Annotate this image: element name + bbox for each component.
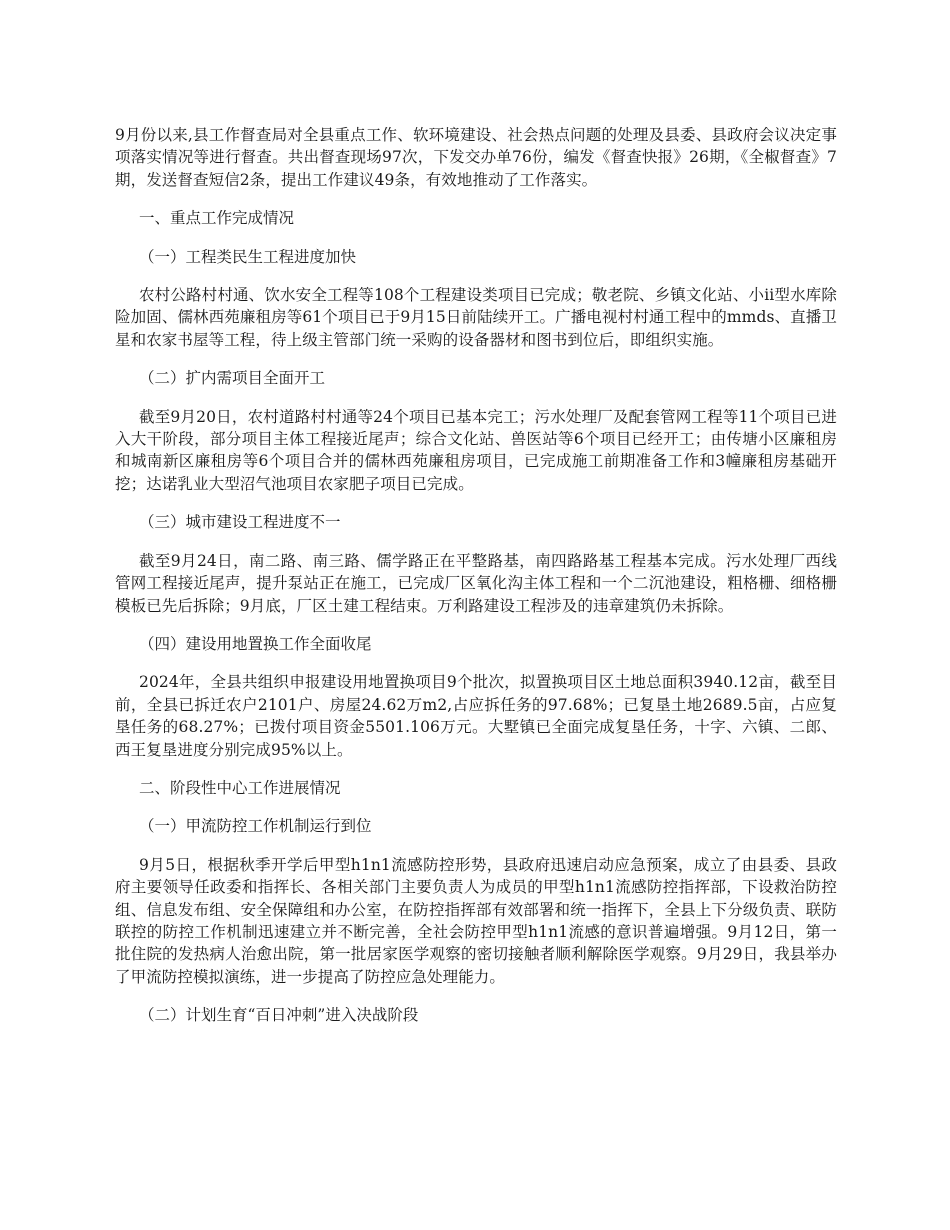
section1-sub4-paragraph: 2024年，全县共组织申报建设用地置换项目9个批次，拟置换项目区土地总面积3940.12亩，截至目前，全县已拆迁农户2101户、房屋24.62万m2,占应拆任务的97.68%；已复垦土地2689.5亩，占应复垦任务的68.27%；已拨付项目资金5501.106万元。大墅镇已全面完成复垦任务，十字、六镇、二郎、西王复垦进度分别完成95%以上。 — [115, 673, 837, 759]
section2-sub2-heading: （二）计划生育“百日冲刺”进入决战阶段 — [139, 1006, 419, 1025]
section1-sub3-heading: （三）城市建设工程进度不一 — [139, 513, 341, 532]
section1-sub3-paragraph: 截至9月24日，南二路、南三路、儒学路正在平整路基，南四路路基工程基本完成。污水处理厂西线管网工程接近尾声，提升泵站正在施工，已完成厂区氧化沟主体工程和一个二沉池建设，粗格栅、细格栅模板已先后拆除；9月底，厂区土建工程结束。万利路建设工程涉及的违章建筑仍未拆除。 — [115, 551, 837, 615]
section2-heading: 二、阶段性中心工作进展情况 — [139, 778, 341, 797]
section1-sub1-heading: （一）工程类民生工程进度加快 — [139, 247, 357, 266]
document-page — [115, 124, 837, 1043]
section2-sub1-paragraph: 9月5日，根据秋季开学后甲型h1n1流感防控形势，县政府迅速启动应急预案，成立了由县委、县政府主要领导任政委和指挥长、各相关部门主要负责人为成员的甲型h1n1流感防控指挥部，下设救治防控组、信息发布组、安全保障组和办公室，在防控指挥部有效部署和统一指挥下，全县上下分级负责、联防联控的防控工作机制迅速建立并不断完善，全社会防控甲型h1n1流感的意识普遍增强。9月12日，第一批住院的发热病人治愈出院，第一批居家医学观察的密切接触者顺利解除医学观察。9月29日，我县举办了甲流防控模拟演练，进一步提高了防控应急处理能力。 — [115, 855, 837, 986]
section1-heading: 一、重点工作完成情况 — [139, 209, 295, 228]
section2-sub1-heading: （一）甲流防控工作机制运行到位 — [139, 817, 372, 836]
intro-paragraph: 9月份以来,县工作督查局对全县重点工作、软环境建设、社会热点问题的处理及县委、县政府会议决定事项落实情况等进行督查。共出督查现场97次，下发交办单76份，编发《督查快报》26期，《全椒督查》7期，发送督查短信2条，提出工作建议49条，有效地推动了工作落实。 — [115, 126, 837, 189]
section1-sub1-paragraph: 农村公路村村通、饮水安全工程等108个工程建设类项目已完成；敬老院、乡镇文化站、小ii型水库除险加固、儒林西苑廉租房等61个项目已于9月15日前陆续开工。广播电视村村通工程中的mmds、直播卫星和农家书屋等工程，待上级主管部门统一采购的设备器材和图书到位后，即组织实施。 — [115, 286, 837, 349]
section1-sub2-heading: （二）扩内需项目全面开工 — [139, 369, 326, 388]
section1-sub4-heading: （四）建设用地置换工作全面收尾 — [139, 634, 372, 653]
section1-sub2-paragraph: 截至9月20日，农村道路村村通等24个项目已基本完工；污水处理厂及配套管网工程等11个项目已进入大干阶段，部分项目主体工程接近尾声；综合文化站、兽医站等6个项目已经开工；由传塘小区廉租房和城南新区廉租房等6个项目合并的儒林西苑廉租房项目，已完成施工前期准备工作和3幢廉租房基础开挖；达诺乳业大型沼气池项目农家肥子项目已完成。 — [115, 407, 837, 493]
